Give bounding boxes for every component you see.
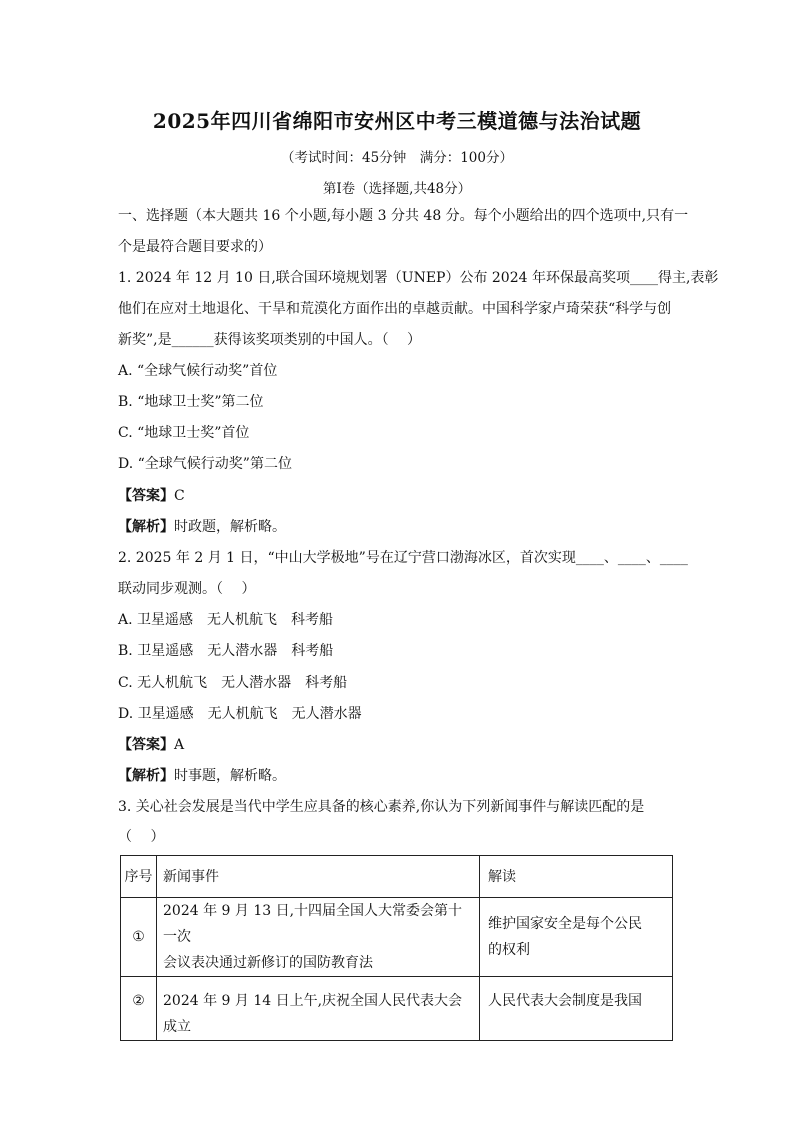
question-2-answer [118, 735, 184, 755]
cell-line: 会议表决通过新修订的国防教育法 [163, 955, 373, 971]
cell-line: 的权利 [488, 942, 530, 958]
question-1-answer [118, 486, 185, 506]
table-header-cell: 新闻事件 [157, 856, 480, 898]
news-event-cell [157, 977, 480, 1041]
cell-line: 维护国家安全是每个公民 [488, 916, 642, 932]
answer-value: A [174, 737, 185, 753]
news-event-cell [157, 898, 480, 977]
question-2-option-d: D. 卫星遥感 无人机航飞 无人潜水器 [118, 706, 362, 722]
interpretation-cell [480, 898, 673, 977]
cell-line: 人民代表大会制度是我国 [488, 993, 642, 1009]
page-title: 2025年四川省绵阳市安州区中考三模道德与法治试题 [152, 109, 642, 133]
section-intro: 一、选择题（本大题共 16 个小题,每小题 3 分共 48 分。每个小题给出的四个选项中,只有一 [118, 208, 689, 224]
table-row [121, 898, 673, 977]
question-2-analysis [118, 766, 286, 786]
question-1-stem: 新奖”,是______获得该奖项类别的中国人。（ ） [118, 332, 422, 348]
question-2-stem: 2. 2025 年 2 月 1 日，“中山大学极地”号在辽宁营口渤海冰区，首次实现____、____、____ [118, 550, 688, 566]
table-header-row [121, 856, 673, 898]
news-table [120, 855, 673, 1041]
question-2-option-a: A. 卫星遥感 无人机航飞 科考船 [118, 612, 334, 628]
question-3-stem: （ ） [118, 829, 165, 845]
row-number: ① [121, 898, 157, 977]
analysis-text: 时事题，解析略。 [174, 768, 286, 784]
answer-label: 【答案】 [118, 488, 174, 504]
question-2-option-b: B. 卫星遥感 无人潜水器 科考船 [118, 643, 334, 659]
analysis-label: 【解析】 [118, 519, 174, 535]
question-1-option-d: D. “全球气候行动奖”第二位 [118, 456, 292, 472]
question-1-option-c: C. “地球卫士奖”首位 [118, 425, 250, 441]
analysis-label: 【解析】 [118, 768, 174, 784]
cell-line: 2024 年 9 月 14 日上午,庆祝全国人民代表大会成立 [163, 993, 463, 1035]
cell-line: 2024 年 9 月 13 日,十四届全国人大常委会第十一次 [163, 903, 463, 945]
table-header-cell: 解读 [480, 856, 673, 898]
question-1-stem: 1. 2024 年 12 月 10 日,联合国环境规划署（UNEP）公布 2024 年环保最高奖项____得主,表彰 [118, 270, 719, 286]
exam-info: （考试时间：45分钟 满分：100分） [281, 150, 513, 166]
question-1-stem: 他们在应对土地退化、干旱和荒漠化方面作出的卓越贡献。中国科学家卢琦荣获“科学与创 [118, 301, 672, 317]
answer-label: 【答案】 [118, 737, 174, 753]
question-1-option-a: A. “全球气候行动奖”首位 [118, 363, 278, 379]
analysis-text: 时政题，解析略。 [174, 519, 286, 535]
question-2-option-c: C. 无人机航飞 无人潜水器 科考船 [118, 675, 348, 691]
question-2-stem: 联动同步观测。（ ） [118, 581, 256, 597]
question-3-stem: 3. 关心社会发展是当代中学生应具备的核心素养,你认为下列新闻事件与解读匹配的是 [118, 799, 645, 815]
section-intro: 个是最符合题目要求的） [118, 239, 272, 255]
interpretation-cell [480, 977, 673, 1041]
table-header-cell: 序号 [121, 856, 157, 898]
question-1-analysis [118, 517, 286, 537]
row-number: ② [121, 977, 157, 1041]
table-row [121, 977, 673, 1041]
question-1-option-b: B. “地球卫士奖”第二位 [118, 394, 264, 410]
volume-heading: 第Ⅰ卷（选择题,共48分） [322, 181, 472, 197]
answer-value: C [174, 488, 185, 504]
